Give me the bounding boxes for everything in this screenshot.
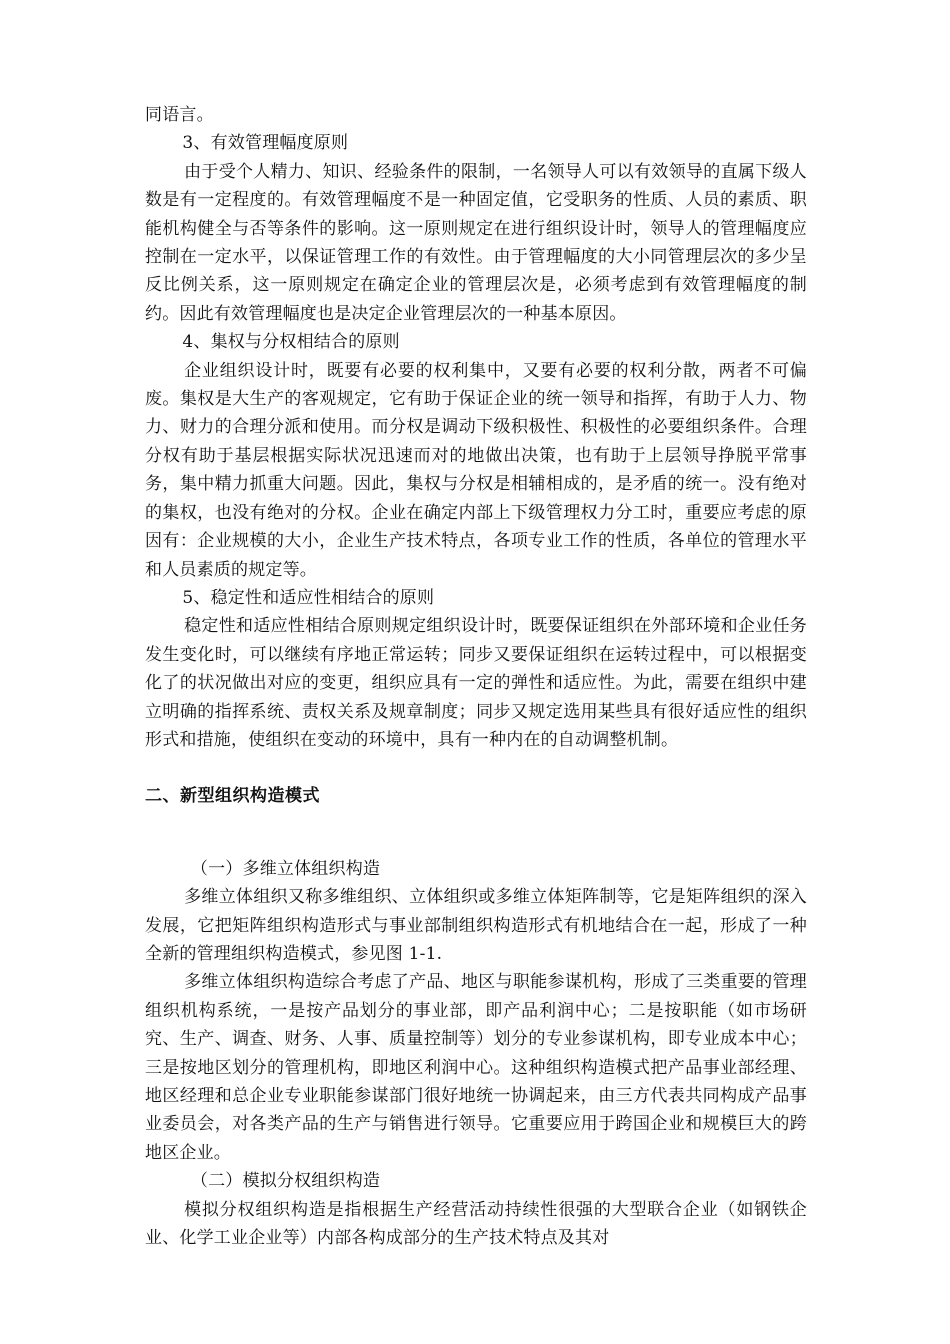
paragraph-multidimensional-intro: 多维立体组织又称多维组织、立体组织或多维立体矩阵制等，它是矩阵组织的深入发展，它把矩阵组织构造形式与事业部制组织构造形式有机地结合在一起，形成了一种全新的管理组织构造模式，参见图 1-1.	[145, 887, 807, 964]
paragraph-continuation: 同语言。	[145, 105, 214, 125]
paragraph-simulated-decentralization: 模拟分权组织构造是指根据生产经营活动持续性很强的大型联合企业（如钢铁企业、化学工业企业等）内部各构成部分的生产技术特点及其对	[145, 1199, 807, 1249]
paragraph-multidimensional-detail: 多维立体组织构造综合考虑了产品、地区与职能参谋机构，形成了三类重要的管理组织机构系统，一是按产品划分的事业部，即产品利润中心；二是按职能（如市场研究、生产、调查、财务、人事、质量控制等）划分的专业参谋机构，即专业成本中心；三是按地区划分的管理机构，即地区利润中心。这种组织构造模式把产品事业部经理、地区经理和总企业专业职能参谋部门很好地统一协调起来，由三方代表共同构成产品事业委员会，对各类产品的生产与销售进行领导。它重要应用于跨国企业和规模巨大的跨地区企业。	[145, 972, 807, 1163]
principle-heading-4: 4、集权与分权相结合的原则	[182, 332, 400, 353]
principle-heading-5: 5、稳定性和适应性相结合的原则	[182, 587, 435, 608]
paragraph-stability: 稳定性和适应性相结合原则规定组织设计时，既要保证组织在外部环境和企业任务发生变化时，可以继续有序地正常运转；同步又要保证组织在运转过程中，可以根据变化了的状况做出对应的变更，组织应具有一定的弹性和适应性。为此，需要在组织中建立明确的指挥系统、责权关系及规章制度；同步又规定选用某些具有很好适应性的组织形式和措施，使组织在变动的环境中，具有一种内在的自动调整机制。	[145, 616, 807, 750]
subsection-heading-2: （二）模拟分权组织构造	[190, 1171, 381, 1192]
document-body	[145, 101, 807, 1252]
paragraph-centralization: 企业组织设计时，既要有必要的权利集中，又要有必要的权利分散，两者不可偏废。集权是大生产的客观规定，它有助于保证企业的统一领导和指挥，有助于人力、物力、财力的合理分派和使用。而分权是调动下级积极性、积极性的必要组织条件。合理分权有助于基层根据实际状况迅速而对的地做出决策，也有助于上层领导挣脱平常事务，集中精力抓重大问题。因此，集权与分权是相辅相成的，是矛盾的统一。没有绝对的集权，也没有绝对的分权。企业在确定内部上下级管理权力分工时，重要应考虑的原因有：企业规模的大小，企业生产技术特点，各项专业工作的性质，各单位的管理水平和人员素质的规定等。	[145, 360, 807, 580]
subsection-heading-1: （一）多维立体组织构造	[190, 858, 381, 879]
principle-heading-3: 3、有效管理幅度原则	[182, 133, 349, 154]
paragraph-management-span: 由于受个人精力、知识、经验条件的限制，一名领导人可以有效领导的直属下级人数是有一定程度的。有效管理幅度不是一种固定值，它受职务的性质、人员的素质、职能机构健全与否等条件的影响。这一原则规定在进行组织设计时，领导人的管理幅度应控制在一定水平，以保证管理工作的有效性。由于管理幅度的大小同管理层次的多少呈反比例关系，这一原则规定在确定企业的管理层次是，必须考虑到有效管理幅度的制约。因此有效管理幅度也是决定企业管理层次的一种基本原因。	[145, 161, 807, 324]
section-heading: 二、新型组织构造模式	[145, 786, 320, 807]
